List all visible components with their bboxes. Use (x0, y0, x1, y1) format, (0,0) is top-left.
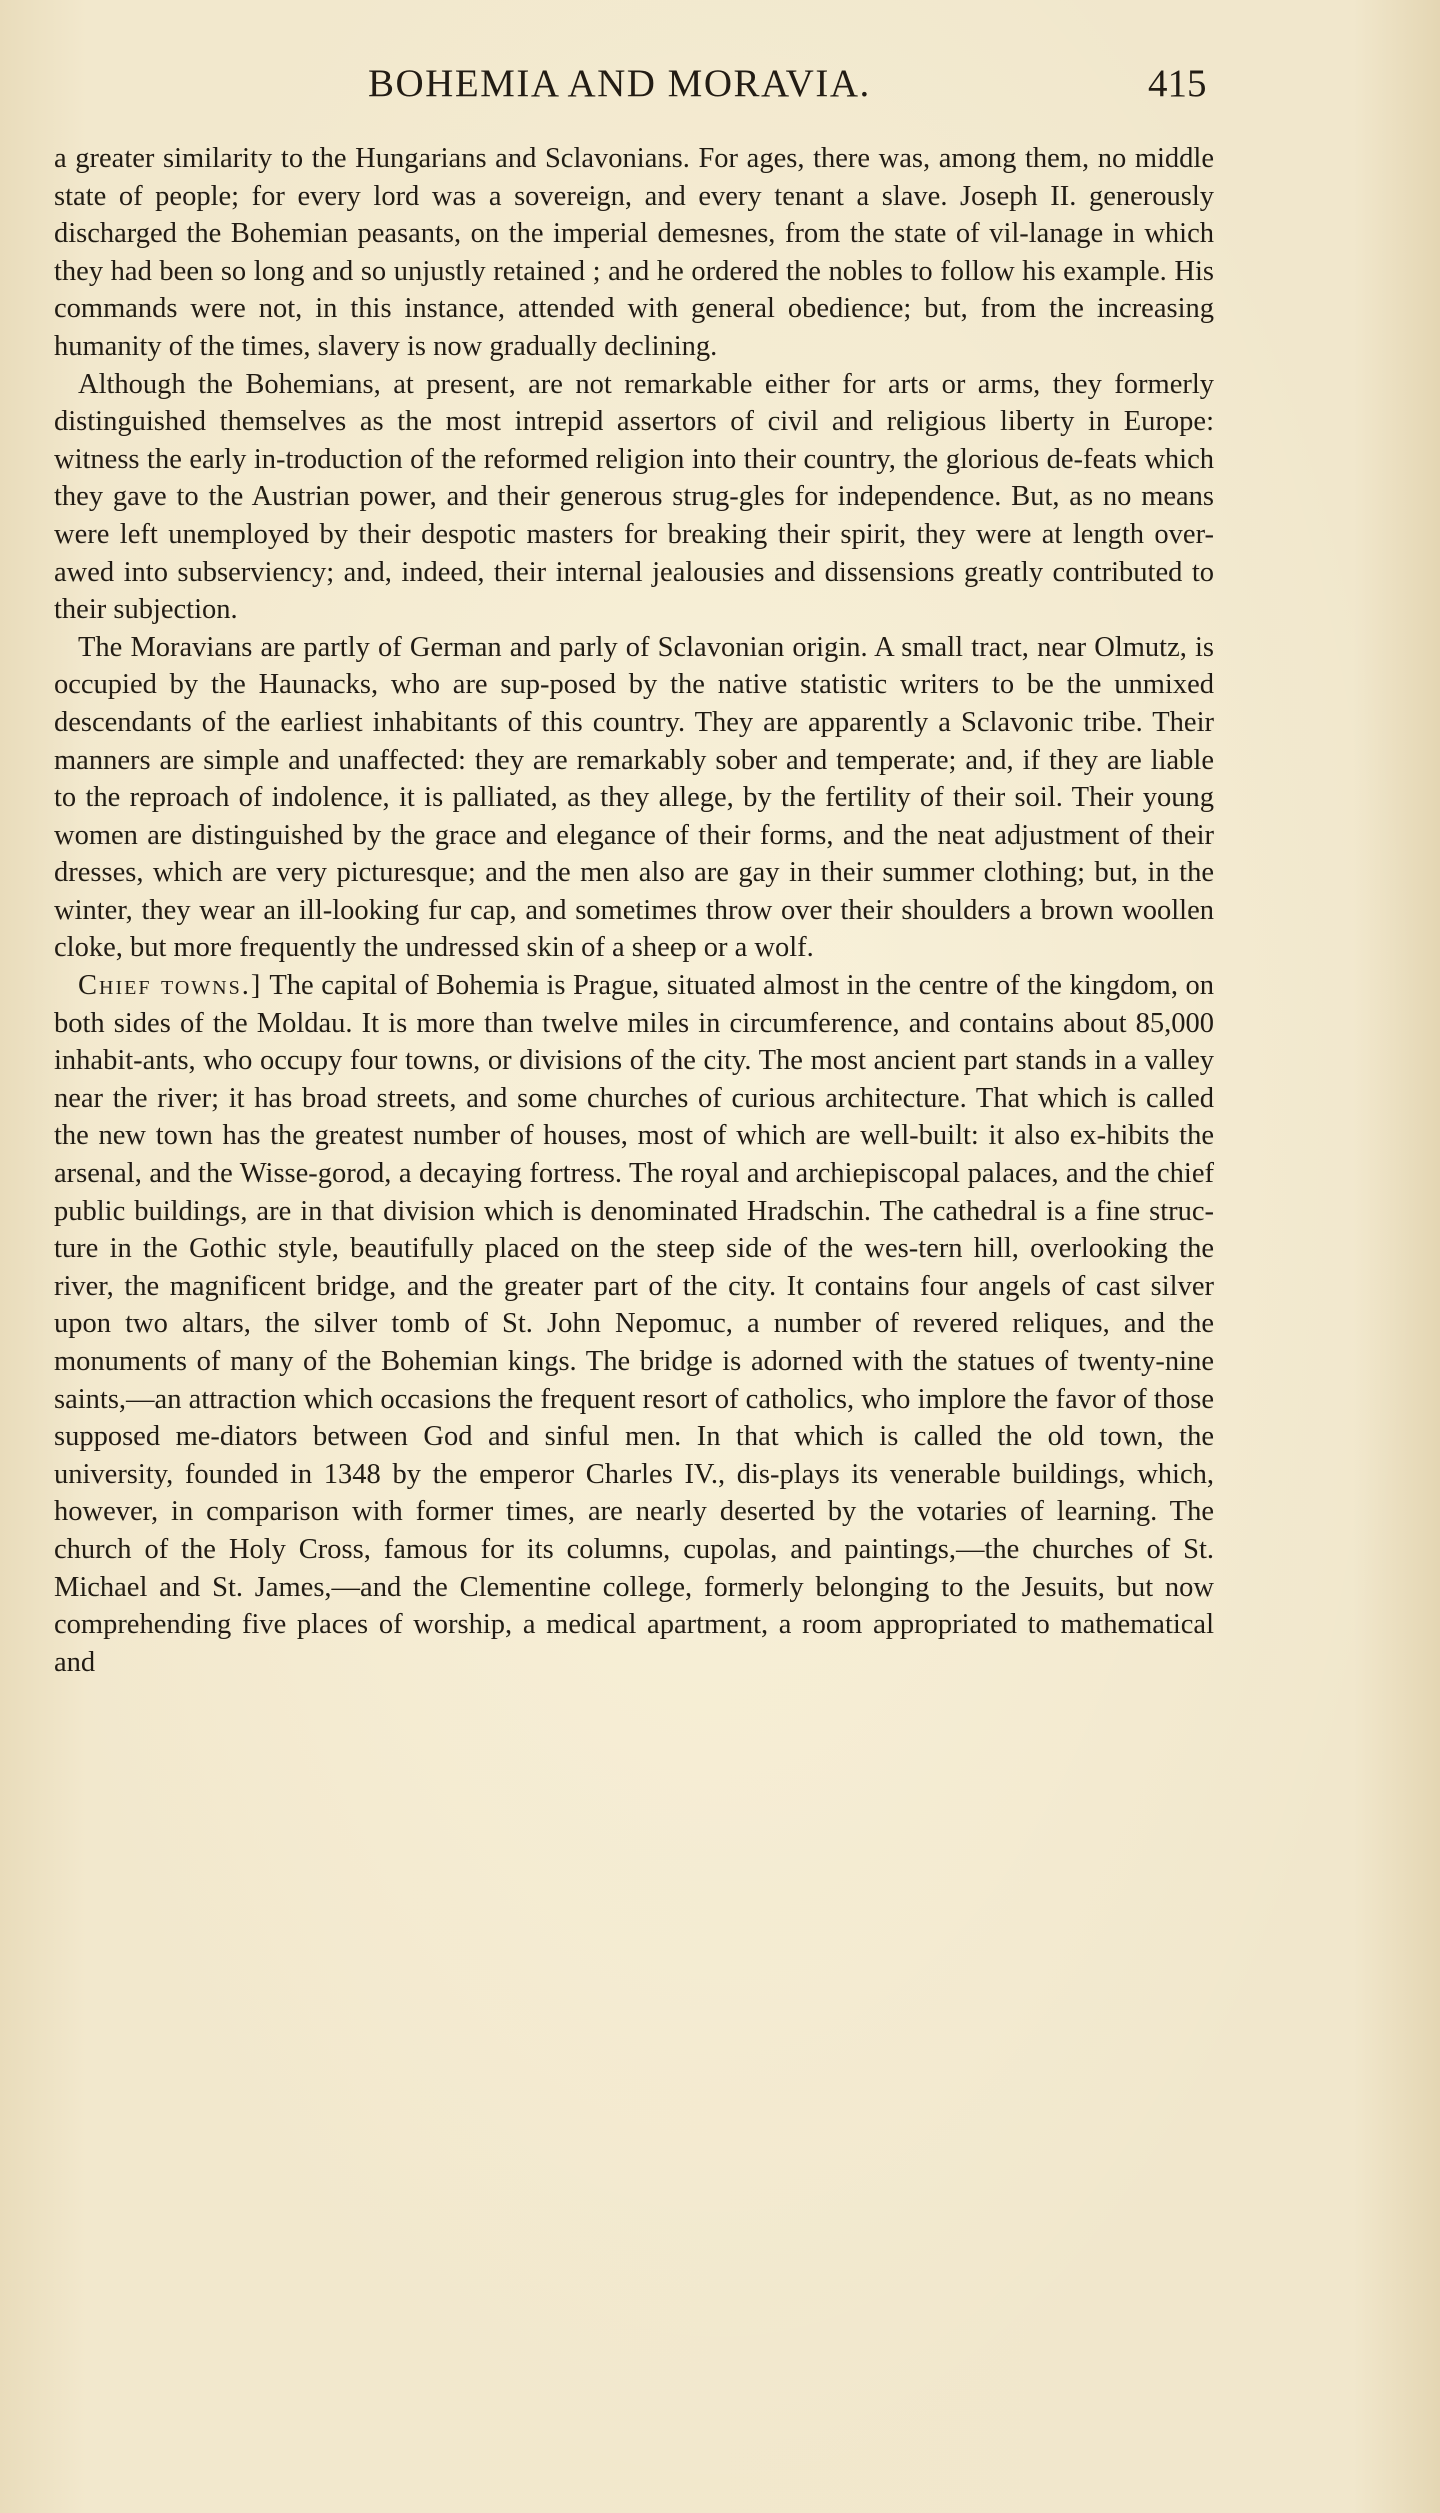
running-title: BOHEMIA AND MORAVIA. (368, 62, 871, 105)
running-head (0, 54, 1440, 114)
body-text (54, 140, 1214, 1681)
paragraph-moravians: The Moravians are partly of German and parly of Sclavonian origin. A small tract, near Olmutz, is occupied by the Haunacks, who are sup-posed by the native statistic writers to be the unmixed descendants of the earliest inhabitants of this country. They are apparently a Sclavonic tribe. Their manners are simple and unaffected: they are remarkably sober and temperate; and, if they are liable to the reproach of indolence, it is palliated, as they allege, by the fertility of their soil. Their young women are distinguished by the grace and elegance of their forms, and the neat adjustment of their dresses, which are very picturesque; and the men also are gay in their summer clothing; but, in the winter, they wear an ill-looking fur cap, and sometimes throw over their shoulders a brown woollen cloke, but more frequently the undressed skin of a sheep or a wolf. (54, 631, 1214, 964)
paragraph-bohemians: Although the Bohemians, at present, are not remarkable either for arts or arms, they formerly distinguished themselves as the most intrepid assertors of civil and religious liberty in Europe: witness the early in-troduction of the reformed religion into their country, the glorious de-feats which they gave to the Austrian power, and their generous strug-gles for independence. But, as no means were left unemployed by their despotic masters for breaking their spirit, they were at length over-awed into subserviency; and, indeed, their internal jealousies and dissensions greatly contributed to their subjection. (54, 368, 1214, 626)
paragraph-chief-towns (54, 967, 1214, 1681)
page-number: 415 (1148, 62, 1207, 105)
section-heading-chief-towns: Chief towns.] (78, 970, 263, 1002)
paragraph-chief-towns-text: The capital of Bohemia is Prague, situated almost in the centre of the kingdom, on both sides of the Moldau. It is more than twelve miles in circumference, and contains about 85,000 inhabit-ants, who occupy four towns, or divisions of the city. The most ancient part stands in a valley near the river; it has broad streets, and some churches of curious architecture. That which is called the new town has the greatest number of houses, most of which are well-built: it also ex-hibits the arsenal, and the Wisse-gorod, a decaying fortress. The royal and archiepiscopal palaces, and the chief public buildings, are in that division which is denominated Hradschin. The cathedral is a fine struc-ture in the Gothic style, beautifully placed on the steep side of the wes-tern hill, overlooking the river, the magnificent bridge, and the greater part of the city. It contains four angels of cast silver upon two altars, the silver tomb of St. John Nepomuc, a number of revered reliques, and the monuments of many of the Bohemian kings. The bridge is adorned with the statues of twenty-nine saints,—an attraction which occasions the frequent resort of catholics, who implore the favor of those supposed me-diators between God and sinful men. In that which is called the old town, the university, founded in 1348 by the emperor Charles IV., dis-plays its venerable buildings, which, however, in comparison with former times, are nearly deserted by the votaries of learning. The church of the Holy Cross, famous for its columns, cupolas, and paintings,—the churches of St. Michael and St. James,—and the Clementine college, formerly belonging to the Jesuits, but now comprehending five places of worship, a medical apartment, a room appropriated to mathematical and (54, 970, 1214, 1678)
paragraph-serfdom: a greater similarity to the Hungarians and Sclavonians. For ages, there was, among them, no middle state of people; for every lord was a sovereign, and every tenant a slave. Joseph II. generously discharged the Bohemian peasants, on the imperial demesnes, from the state of vil-lanage in which they had been so long and so unjustly retained ; and he ordered the nobles to follow his example. His commands were not, in this instance, attended with general obedience; but, from the increasing humanity of the times, slavery is now gradually declining. (54, 143, 1214, 362)
